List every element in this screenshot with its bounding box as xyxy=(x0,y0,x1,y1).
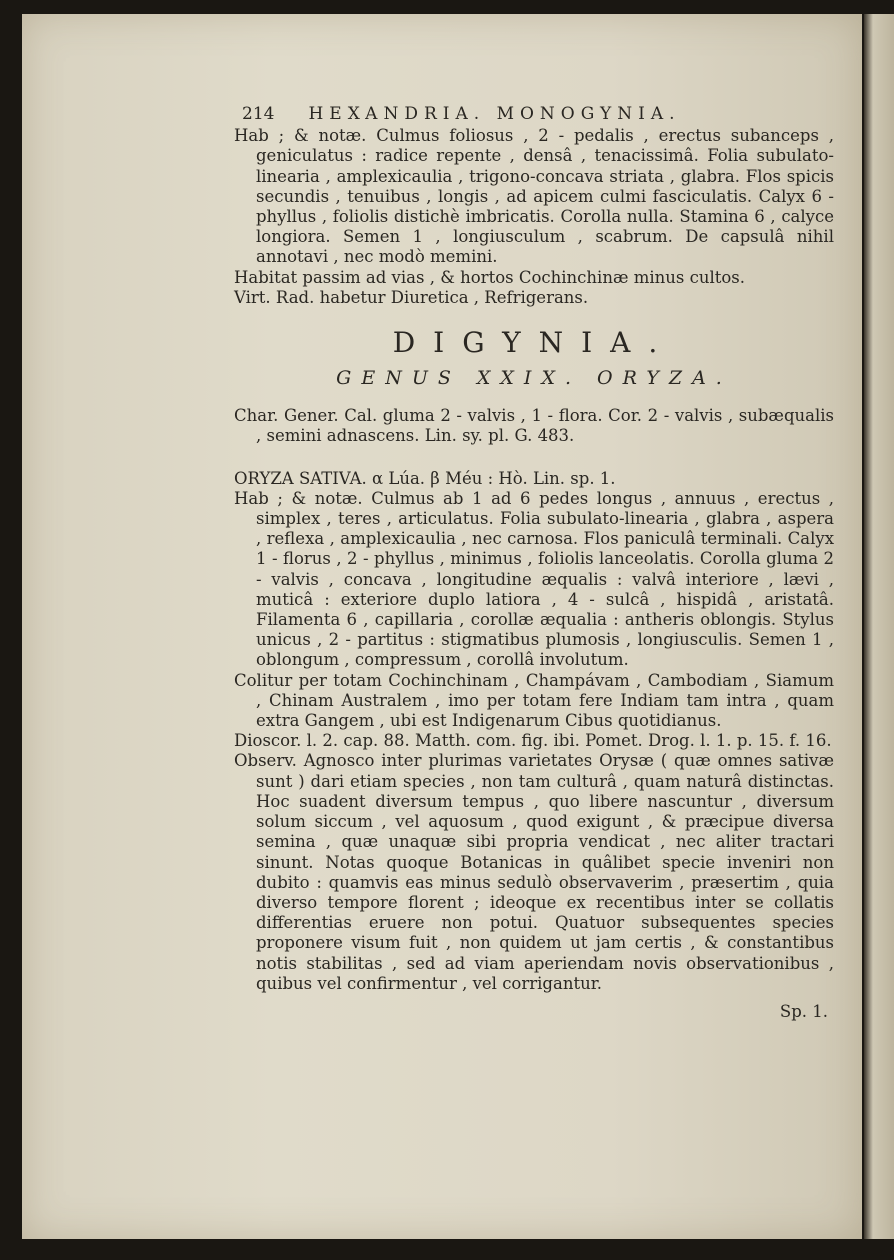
page-number: 214 xyxy=(242,104,275,124)
running-title: HEXANDRIA. MONOGYNIA. xyxy=(308,104,681,124)
book-spine xyxy=(864,14,894,1239)
paragraph-colitur: Colitur per totam Cochinchinam , Champávam , Cambodiam , Siamum , Chinam Australem , imo per totam fere Indiam tam intra , quam extra Gangem , ubi est Indigenarum Cibus quotidianus. xyxy=(234,670,834,731)
paragraph-char-gener: Char. Gener. Cal. gluma 2 - valvis , 1 - flora. Cor. 2 - valvis , subæqualis , semini adnascens. Lin. sy. pl. G. 483. xyxy=(234,406,834,446)
paragraph-dioscor: Dioscor. l. 2. cap. 88. Matth. com. fig. ibi. Pomet. Drog. l. 1. p. 15. f. 16. xyxy=(234,731,832,751)
catchword: Sp. 1. xyxy=(779,1001,828,1021)
section-title: DIGYNIA. xyxy=(392,326,676,360)
paragraph-observ: Observ. Agnosco inter plurimas varietates Orysæ ( quæ omnes sativæ sunt ) dari etiam species , non tam culturâ , quam naturâ distinctas. Hoc suadent diversum tempus , quo libere nascuntur , diversum solum siccum , vel aquosum , quod exigunt , & præcipue diversa semina , quæ unaquæ sibi propria vendicat , nec aliter tractari sinunt. Notas quoque Botanicas in quâlibet specie inveniri non dubito : quamvis eas minus sedulò observaverim , præsertim , quia diverso tempore florent ; ideoque ex recentibus inter se collatis differentias eruere non potui. Quatuor subsequentes species proponere visum fuit , non quidem ut jam certis , & constantibus notis stabilitas , sed ad viam aperiendam novis observationibus , quibus vel confirmentur , vel corrigantur. xyxy=(234,751,834,993)
paragraph-habitus-1: Hab ; & notæ. Culmus foliosus , 2 - pedalis , erectus subanceps , geniculatus : radice repente , densâ , tenacissimâ. Folia subulato-linearia , amplexicaulia , trigono-concava striata , glabra. Flos spicis secundis , tenuibus , longis , ad apicem culmi fasciculatis. Calyx 6 - phyllus , foliolis distichè imbricatis. Corolla nulla. Stamina 6 , calyce longiora. Semen 1 , longiusculum , scabrum. De capsulâ nihil annotavi , nec modò memini. xyxy=(234,126,834,267)
genus-title: GENUS XXIX. ORYZA. xyxy=(336,367,732,390)
page-header xyxy=(242,104,834,124)
paragraph-virtus-1: Virt. Rad. habetur Diuretica , Refrigerans. xyxy=(234,287,589,307)
species-title: ORYZA SATIVA. α Lúa. β Méu : Hò. Lin. sp. 1. xyxy=(234,468,616,488)
paragraph-habitat-1: Habitat passim ad vias , & hortos Cochinchinæ minus cultos. xyxy=(234,267,746,287)
paragraph-habitus-2: Hab ; & notæ. Culmus ab 1 ad 6 pedes longus , annuus , erectus , simplex , teres , articulatus. Folia subulato-linearia , glabra , aspera , reflexa , amplexicaulia , nec carnosa. Flos paniculâ terminali. Calyx 1 - florus , 2 - phyllus , minimus , foliolis lanceolatis. Corolla gluma 2 - valvis , concava , longitudine æqualis : valvâ interiore , lævi , muticâ : exteriore duplo latiora , 4 - sulcâ , hispidâ , aristatâ. Filamenta 6 , capillaria , corollæ æqualia : antheris oblongis. Stylus unicus , 2 - partitus : stigmatibus plumosis , longiusculis. Semen 1 , oblongum , compressum , corollâ involutum. xyxy=(234,488,834,670)
page-text-block xyxy=(234,104,834,1022)
